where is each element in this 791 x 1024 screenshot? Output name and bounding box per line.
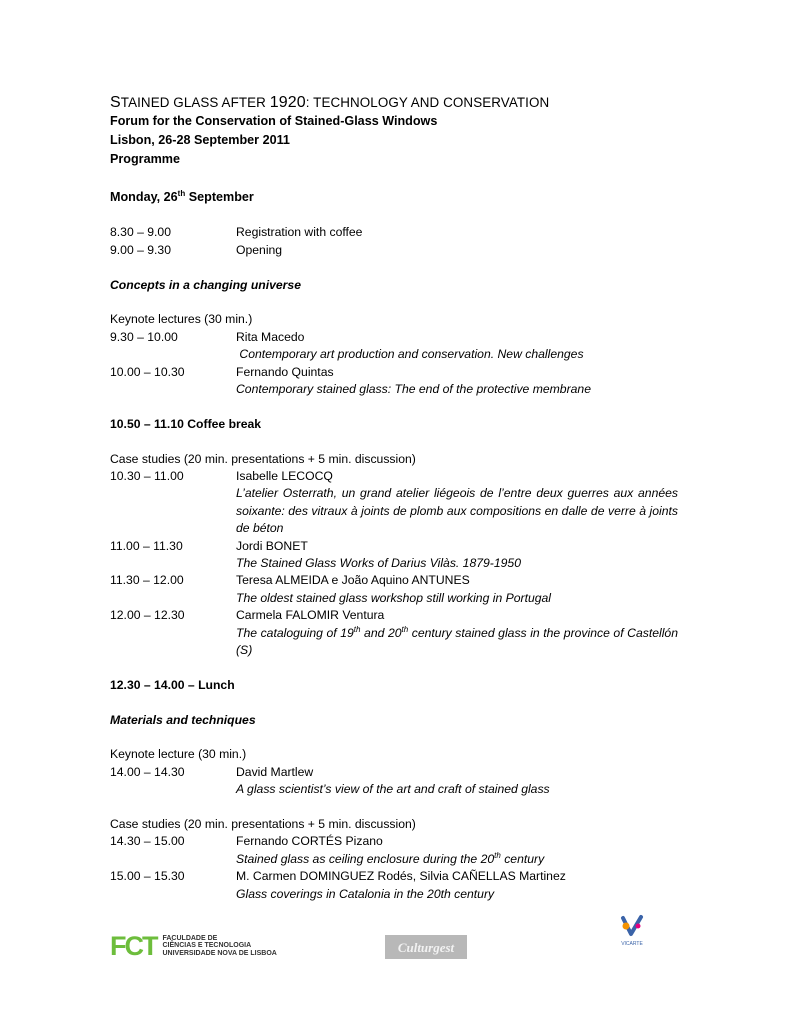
schedule-row: 11.30 – 12.00 Teresa ALMEIDA e João Aquino ANTUNES xyxy=(110,573,470,588)
programme-document xyxy=(110,94,678,903)
schedule-row: 10.30 – 11.00 Isabelle LECOCQ xyxy=(110,469,333,484)
schedule-row: 9.00 – 9.30 Opening xyxy=(110,242,283,257)
schedule-row: 14.00 – 14.30 David Martlew xyxy=(110,764,314,779)
lunch-break: 12.30 – 14.00 – Lunch xyxy=(110,677,235,692)
case-studies-label: Case studies (20 min. presentations + 5 min. discussion) xyxy=(110,817,416,832)
forum-name: Forum for the Conservation of Stained-Glass Windows xyxy=(110,114,438,128)
coffee-break: 10.50 – 11.10 Coffee break xyxy=(110,416,262,431)
fct-logo xyxy=(110,931,277,961)
talk-title: L’atelier Osterrath, un grand atelier liégeois de l’entre deux guerres aux années soixante: des vitraux à joints de plomb aux compositions en dalle de verre à joints de béton xyxy=(236,486,678,536)
talk-title: The oldest stained glass workshop still working in Portugal xyxy=(236,590,552,605)
talk-title: Contemporary art production and conservation. New challenges xyxy=(236,347,584,362)
session-title: Materials and techniques xyxy=(110,712,256,727)
schedule-row: 15.00 – 15.30 M. Carmen DOMINGUEZ Rodés, Silvia CAÑELLAS Martinez xyxy=(110,869,566,884)
culturgest-logo: Culturgest xyxy=(385,935,467,959)
talk-title: The cataloguing of 19th and 20th century stained glass in the province of Castellón (S) xyxy=(236,624,678,658)
day-heading: Monday, 26th September xyxy=(110,188,254,204)
keynote-label: Keynote lectures (30 min.) xyxy=(110,312,253,327)
programme-heading: Programme xyxy=(110,152,180,166)
case-studies-label: Case studies (20 min. presentations + 5 min. discussion) xyxy=(110,451,416,466)
schedule-row: 12.00 – 12.30 Carmela FALOMIR Ventura xyxy=(110,608,385,623)
talk-title: A glass scientist’s view of the art and craft of stained glass xyxy=(236,782,550,797)
schedule-row: 11.00 – 11.30 Jordi BONET xyxy=(110,538,308,553)
schedule-row: 8.30 – 9.00 Registration with coffee xyxy=(110,225,363,240)
vicarte-label: VICARTE xyxy=(621,941,643,947)
schedule-row: 14.30 – 15.00 Fernando CORTÉS Pizano xyxy=(110,834,383,849)
talk-title: Glass coverings in Catalonia in the 20th century xyxy=(236,886,495,901)
talk-title: Contemporary stained glass: The end of the protective membrane xyxy=(236,382,591,397)
talk-title: The Stained Glass Works of Darius Vilàs. 1879-1950 xyxy=(236,556,521,571)
schedule-row: 10.00 – 10.30 Fernando Quintas xyxy=(110,364,334,379)
fct-logo-mark: FCT xyxy=(110,931,157,961)
fct-logo-text: FACULDADE DE CIÊNCIAS E TECNOLOGIA UNIVERSIDADE NOVA DE LISBOA xyxy=(162,934,277,957)
keynote-label: Keynote lecture (30 min.) xyxy=(110,747,247,762)
session-title: Concepts in a changing universe xyxy=(110,277,301,292)
talk-title: Stained glass as ceiling enclosure during the 20th century xyxy=(236,850,545,866)
vicarte-mark-icon xyxy=(619,914,645,938)
schedule-row: 9.30 – 10.00 Rita Macedo xyxy=(110,329,305,344)
conference-title: STAINED GLASS AFTER 1920: TECHNOLOGY AND CONSERVATION xyxy=(110,94,550,111)
vicarte-logo xyxy=(612,914,652,947)
place-date: Lisbon, 26-28 September 2011 xyxy=(110,133,290,147)
